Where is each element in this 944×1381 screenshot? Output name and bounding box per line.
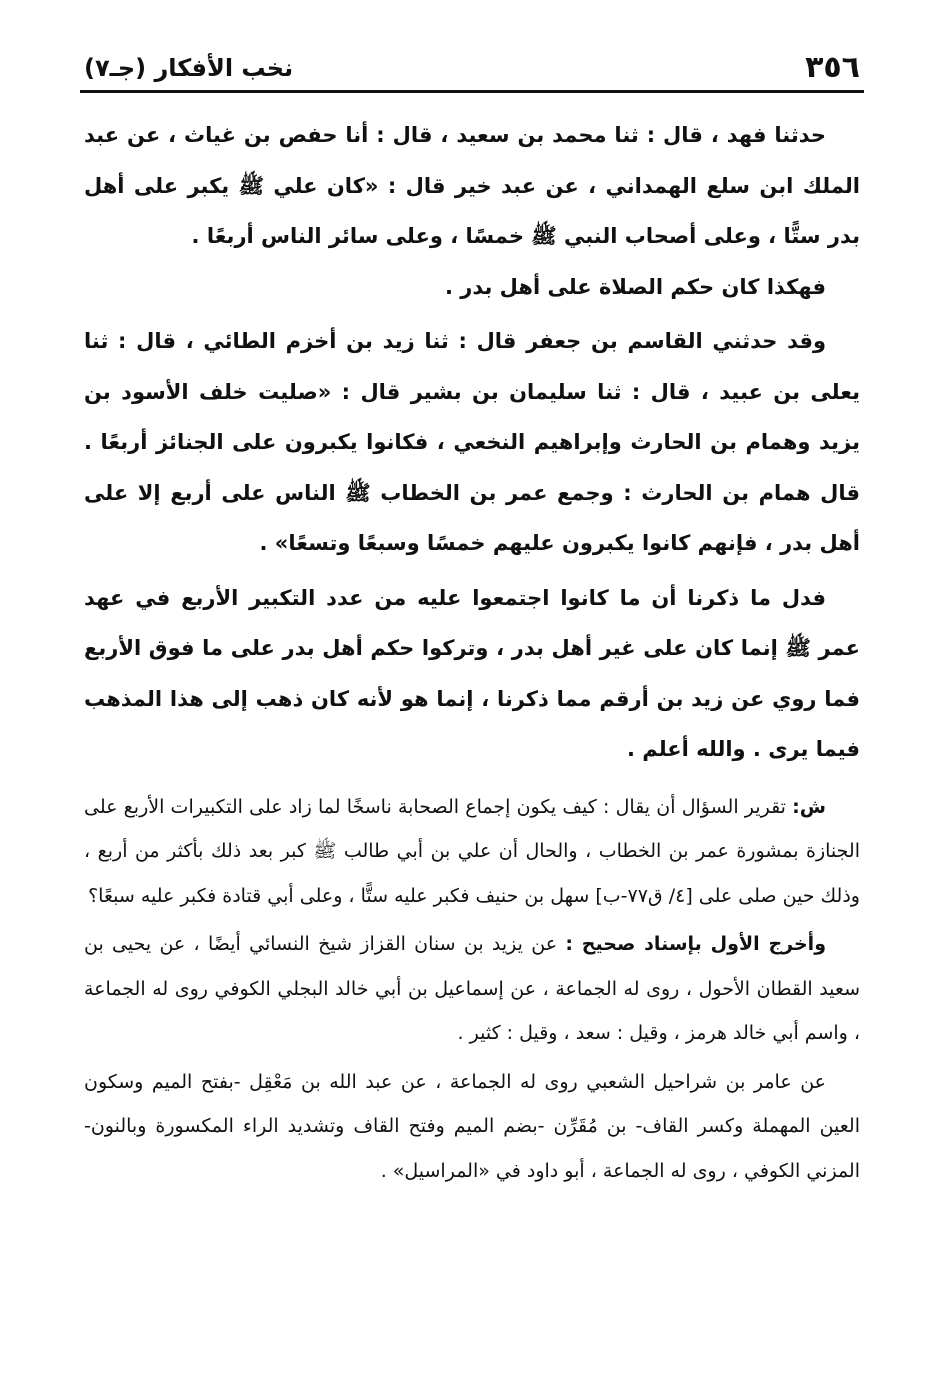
matn-paragraph-4 (84, 573, 860, 775)
sharh-lead-2: وأخرج الأول بإسناد صحيح : (565, 933, 826, 955)
sharh-text-2: عن يزيد بن سنان القزاز شيخ النسائي أيضًا ، عن يحيى بن سعيد القطان الأحول ، روى له الجماعة ، عن إسماعيل بن أبي خالد البجلي الكوفي روى له الجماعة ، واسم أبي خالد هرمز ، وقيل : سعد ، وقيل : كثير . (84, 933, 860, 1044)
sharh-paragraph-2 (84, 922, 860, 1056)
matn-text-3: وقد حدثني القاسم بن جعفر قال : ثنا زيد بن أخزم الطائي ، قال : ثنا يعلى بن عبيد ، قال : ثنا سليمان بن بشير قال : «صليت خلف الأسود بن يزيد وهمام بن الحارث وإبراهيم النخعي ، فكانوا يكبرون على الجنائز أربعًا . قال همام بن الحارث : وجمع عمر بن الخطاب ﷺ الناس على أربع إلا على أهل بدر ، فإنهم كانوا يكبرون عليهم خمسًا وسبعًا وتسعًا» . (84, 329, 860, 555)
matn-paragraph-1 (84, 110, 860, 262)
sharh-paragraph-1 (84, 785, 860, 919)
sharh-text-1: تقرير السؤال أن يقال : كيف يكون إجماع الصحابة ناسخًا لما زاد على التكبيرات الأربع على الجنازة بمشورة عمر بن الخطاب ، والحال أن علي بن أبي طالب ﷺ كبر بعد ذلك بأكثر من أربع ، وذلك حين صلى على [٤/ ق٧٧-ب] سهل بن حنيف فكبر عليه ستًّا ، وعلى أبي قتادة فكبر عليه سبعًا؟ (84, 795, 860, 907)
matn-text-4: فدل ما ذكرنا أن ما كانوا اجتمعوا عليه من عدد التكبير الأربع في عهد عمر ﷺ إنما كان على غير أهل بدر ، وتركوا حكم أهل بدر على ما فوق الأربع فما روي عن زيد بن أرقم مما ذكرنا ، إنما هو لأنه كان ذهب إلى هذا المذهب فيما يرى . والله أعلم . (84, 585, 860, 761)
sharh-text-3: عن عامر بن شراحيل الشعبي روى له الجماعة ، عن عبد الله بن مَعْقِل -بفتح الميم وسكون العين المهملة وكسر القاف- بن مُقَرِّن -بضم الميم وفتح القاف وتشديد الراء المكسورة وبالنون- المزني الكوفي ، روى له الجماعة ، أبو داود في «المراسيل» . (84, 1070, 860, 1182)
sharh-marker: ش: (792, 795, 826, 818)
book-title: نخب الأفكار (جـ٧) (84, 54, 294, 82)
page-number: ٣٥٦ (805, 50, 860, 85)
running-header (84, 44, 860, 88)
header-rule (80, 90, 864, 93)
page-body (84, 110, 860, 1193)
sharh-paragraph-3 (84, 1060, 860, 1194)
matn-text-2: فهكذا كان حكم الصلاة على أهل بدر . (444, 274, 826, 299)
matn-text-1: حدثنا فهد ، قال : ثنا محمد بن سعيد ، قال : أنا حفص بن غياث ، عن عبد الملك ابن سلع الهمداني ، عن عبد خير قال : «كان علي ﷺ يكبر على أهل بدر ستًّا ، وعلى أصحاب النبي ﷺ خمسًا ، وعلى سائر الناس أربعًا . (84, 123, 860, 248)
matn-paragraph-3 (84, 316, 860, 569)
matn-paragraph-2 (84, 262, 860, 313)
